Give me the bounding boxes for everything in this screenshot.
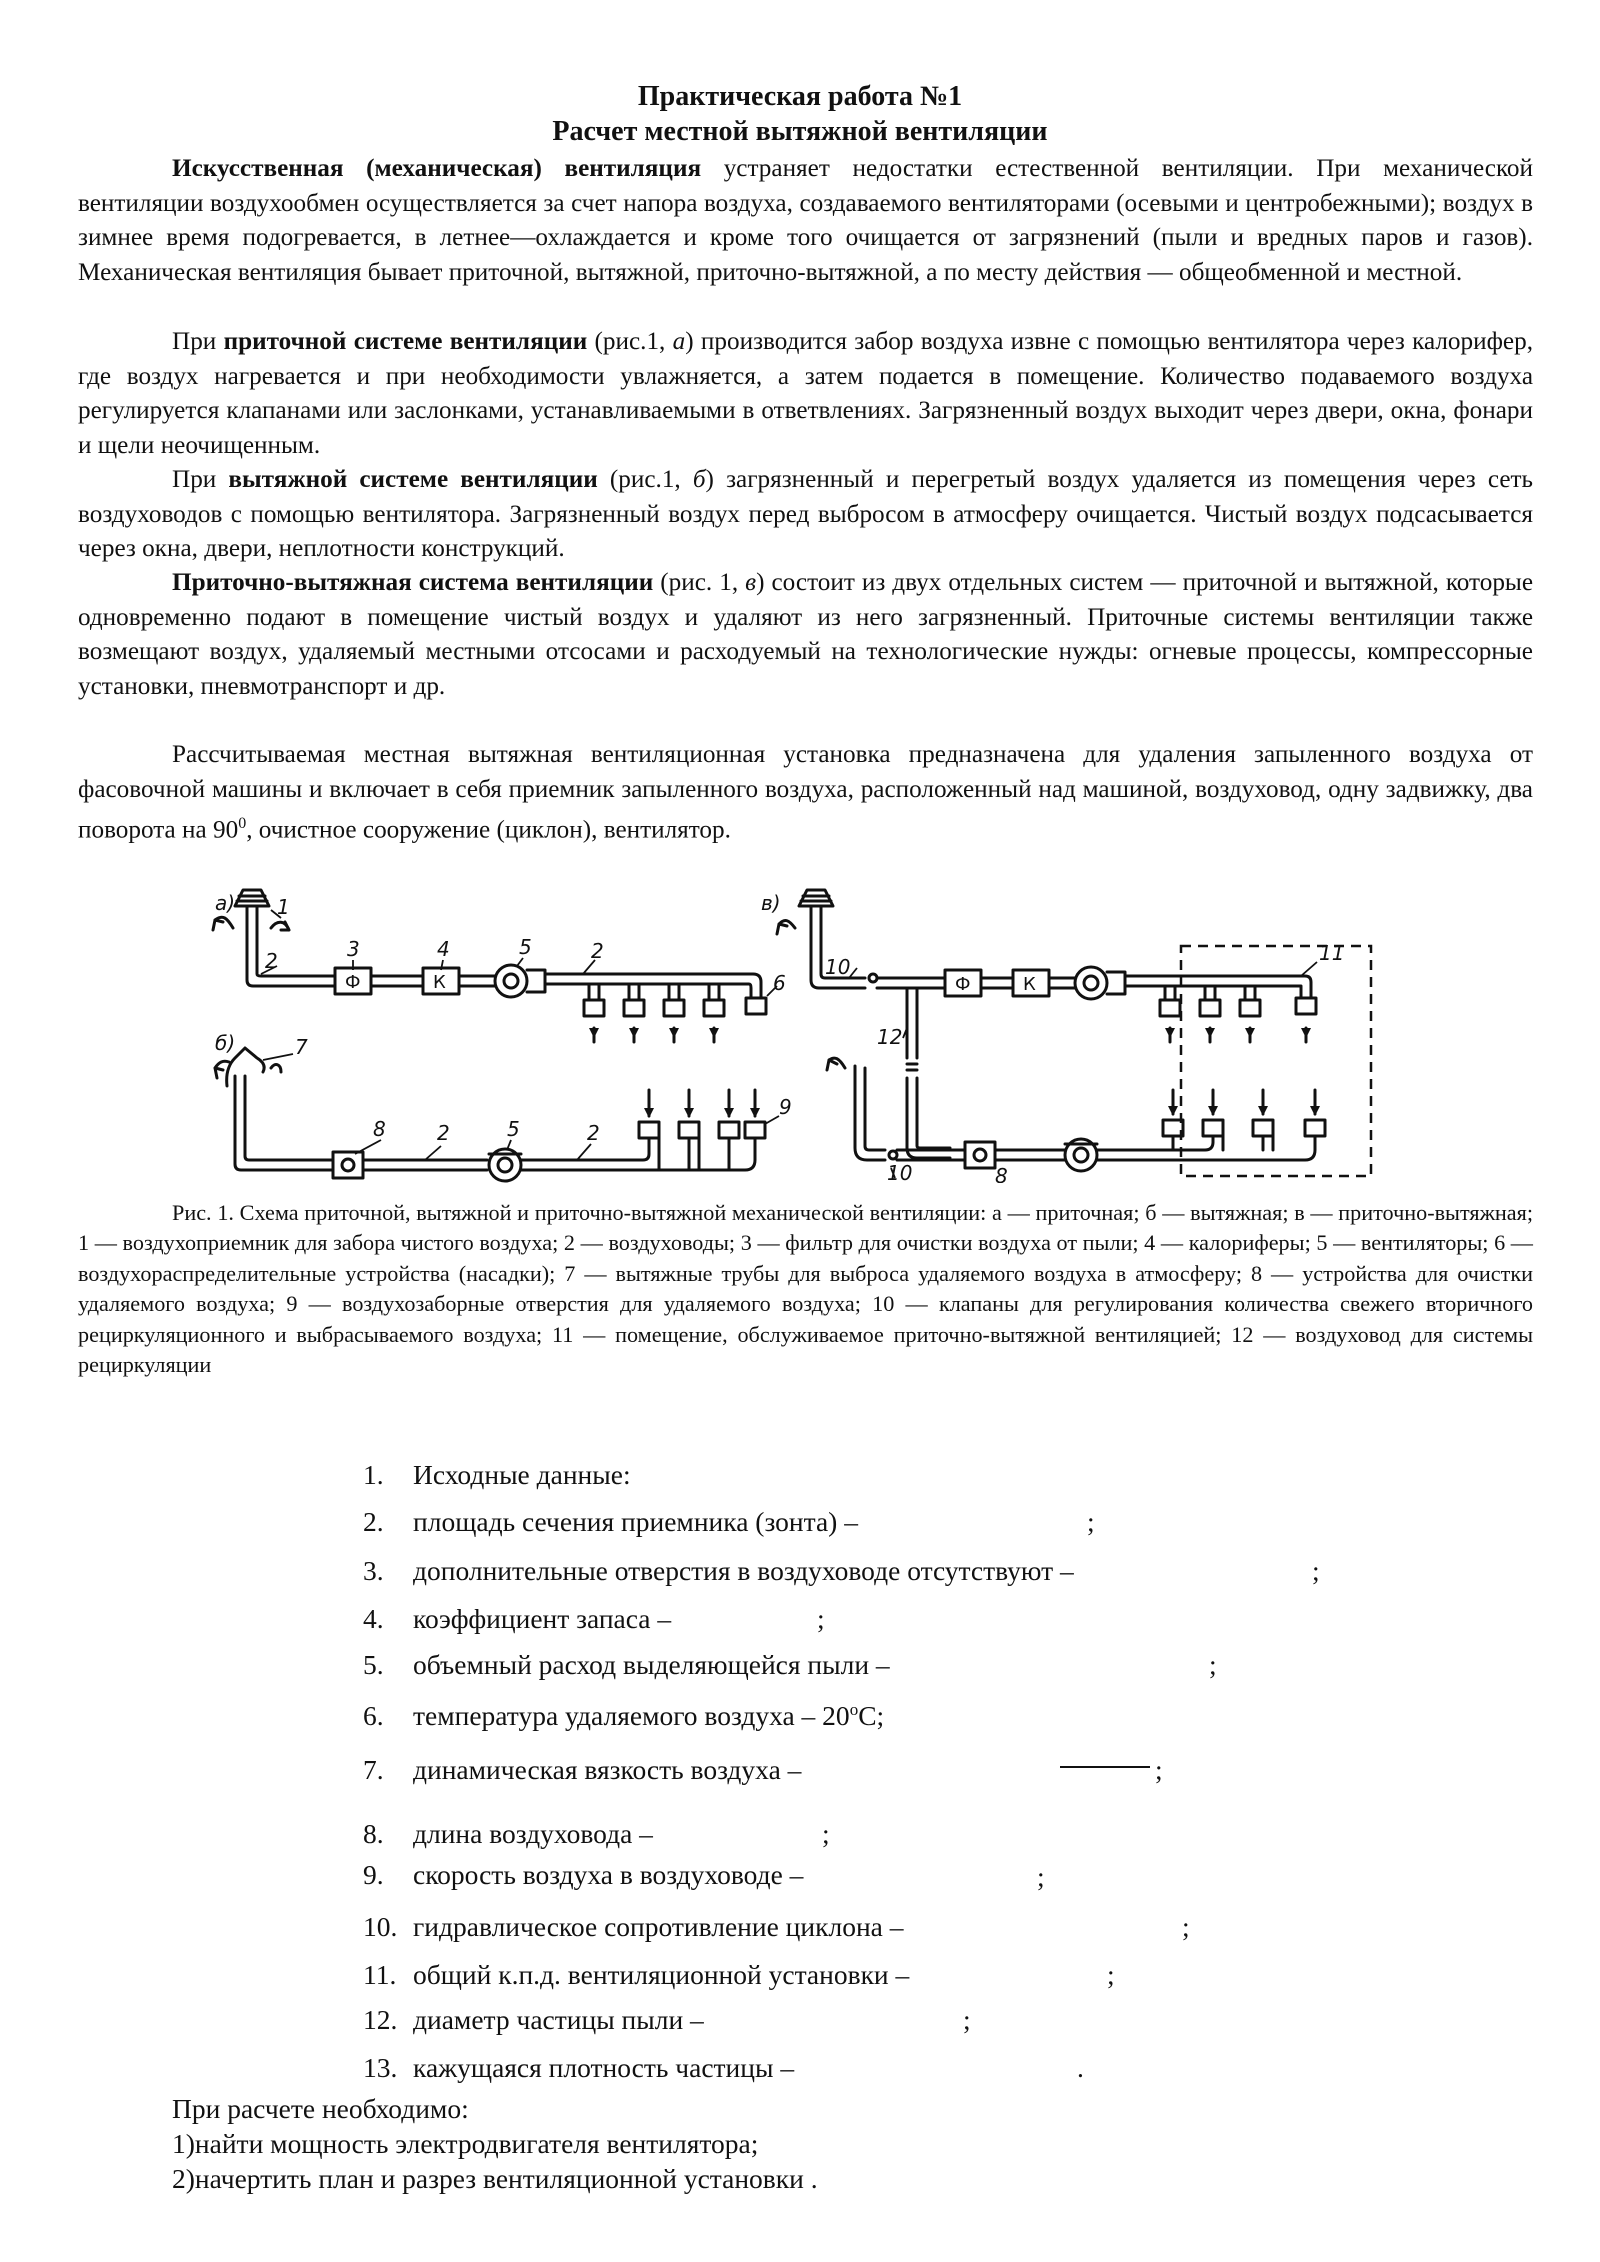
task-item-2 bbox=[172, 2162, 818, 2196]
list-item bbox=[363, 1858, 803, 1892]
label-1: 1 bbox=[277, 895, 290, 919]
label-8-b: 8 bbox=[373, 1117, 386, 1141]
label-heater-a: К bbox=[433, 972, 446, 993]
list-text: гидравлическое сопротивление циклона – bbox=[413, 1911, 904, 1942]
paragraph-text: При bbox=[172, 466, 229, 493]
label-2-a: 2 bbox=[265, 949, 278, 973]
paragraph-text: устраняет недостатки естественной вентиляции. При механической вентиляции воздухообмен осуществляется за счет напора воздуха, создаваемого вентиляторами (осевыми и центробежными); воздух в зимнее время подогревается, в летнее—охлаждается и кроме того очищается от загрязнений (пыли и вредных паров и газов). Механическая вентиляция бывает приточной, вытяжной, приточно-вытяжной, а по месту действия — общеобменной и местной. bbox=[78, 155, 1533, 286]
list-semicolon: ; bbox=[822, 1818, 830, 1849]
list-text: скорость воздуха в воздуховоде – bbox=[413, 1859, 804, 1890]
label-2-a-main: 2 bbox=[591, 939, 604, 963]
list-number: 7. bbox=[363, 1754, 384, 1785]
list-item bbox=[363, 1693, 884, 1733]
list-number: 3. bbox=[363, 1555, 384, 1586]
list-number: 8. bbox=[363, 1818, 384, 1849]
fan-v-supply bbox=[1075, 967, 1107, 999]
label-6: 6 bbox=[773, 971, 786, 995]
list-number: 9. bbox=[363, 1859, 384, 1890]
degree-sup: 0 bbox=[238, 815, 247, 833]
list-text: длина воздуховода – bbox=[413, 1818, 653, 1849]
paragraph-text: ) производится забор воздуха извне с помощью вентилятора через калорифер, где воздух нагревается и при необходимости увлажняется, а затем подается в помещение. Количество подаваемого воздуха регулируется клапанами или заслонками, устанавливаемыми в ответвлениях. Загрязненный воздух выходит через двери, окна, фонари и щели неочищенным. bbox=[78, 328, 1533, 459]
list-text: дополнительные отверстия в воздуховоде отсутствуют – bbox=[413, 1555, 1074, 1586]
figure-caption-text: Рис. 1. Схема приточной, вытяжной и приточно-вытяжной механической вентиляции: а — приточная; б — вытяжная; в — приточно-вытяжная; 1 — воздухоприемник для забора чистого воздуха; 2 — воздуховоды; 3 — фильтр для очистки воздуха от пыли; 4 — калориферы; 5 — вентиляторы; 6 — воздухораспределительные устройства (насадки); 7 — вытяжные трубы для выброса удаляемого воздуха в атмосферу; 8 — устройства для очистки удаляемого воздуха; 9 — воздухозаборные отверстия для удаляемого воздуха; 10 — клапаны для регулирования количества свежего вторичного рециркуляционного и выбрасываемого воздуха; 11 — помещение, обслуживаемое приточно-вытяжной вентиляцией; 12 — воздуховод для системы рециркуляции bbox=[78, 1200, 1533, 1378]
list-text: объемный расход выделяющейся пыли – bbox=[413, 1649, 890, 1680]
arrow-intake-left bbox=[213, 917, 233, 930]
list-number: 2. bbox=[363, 1506, 384, 1537]
recirculation-duct bbox=[907, 988, 950, 1158]
label-4: 4 bbox=[437, 937, 450, 961]
paragraph-supply-system bbox=[78, 325, 1533, 463]
task-number: 1) bbox=[172, 2128, 195, 2159]
list-item bbox=[363, 1817, 653, 1851]
list-number: 12. bbox=[363, 2004, 398, 2035]
page-subtitle: Расчет местной вытяжной вентиляции bbox=[552, 116, 1048, 147]
label-5-a: 5 bbox=[519, 935, 532, 959]
list-text: коэффициент запаса – bbox=[413, 1603, 672, 1634]
label-filter-a: Ф bbox=[345, 972, 361, 993]
list-text: диаметр частицы пыли – bbox=[413, 2004, 704, 2035]
label-a: а) bbox=[215, 891, 236, 915]
fraction-bar bbox=[1060, 1766, 1150, 1768]
label-11: 11 bbox=[1319, 941, 1345, 965]
label-3: 3 bbox=[347, 937, 360, 961]
list-number: 11. bbox=[363, 1959, 397, 1990]
list-semicolon: ; bbox=[1312, 1555, 1320, 1586]
list-item bbox=[363, 1753, 801, 1787]
figure-ref: в bbox=[745, 569, 757, 596]
task-number: 2) bbox=[172, 2163, 195, 2194]
list-semicolon: ; bbox=[1209, 1649, 1217, 1680]
term-mechanical-ventilation: Искусственная (механическая) вентиляция bbox=[172, 155, 702, 182]
label-2-b: 2 bbox=[437, 1121, 450, 1145]
figure-ref: б bbox=[692, 466, 706, 493]
list-semicolon: ; bbox=[1037, 1861, 1045, 1892]
label-2-b-main: 2 bbox=[587, 1121, 600, 1145]
air-intake-hood-a bbox=[235, 890, 269, 933]
list-item bbox=[363, 1458, 631, 1492]
list-item bbox=[363, 1648, 890, 1682]
list-period: . bbox=[1077, 2052, 1084, 2083]
paragraph-text: ) состоит из двух отдельных систем — приточной и вытяжной, которые одновременно подают в помещение чистый воздух и удаляют из него загрязненный. Приточные системы вентиляции также возмещают воздух, удаляемый местными отсосами и расходуемый на технологические нужды: огневые процессы, компрессорные установки, пневмотранспорт и др. bbox=[78, 569, 1534, 700]
list-text: кажущаяся плотность частицы – bbox=[413, 2052, 795, 2083]
figure-caption bbox=[78, 1198, 1533, 1380]
term-supply-system: приточной системе вентиляции bbox=[223, 328, 588, 355]
list-number: 10. bbox=[363, 1911, 398, 1942]
term-supply-exhaust-system: Приточно-вытяжная система вентиляции bbox=[172, 569, 654, 596]
paragraph-text: (рис.1, bbox=[597, 466, 693, 493]
label-8-v: 8 bbox=[995, 1164, 1008, 1183]
label-5-b: 5 bbox=[507, 1117, 520, 1141]
duct-a-top bbox=[247, 933, 335, 986]
paragraph-text: При bbox=[172, 328, 224, 355]
task-text: начертить план и разрез вентиляционной установки . bbox=[194, 2163, 818, 2194]
label-heater-v: К bbox=[1023, 974, 1036, 995]
list-item bbox=[363, 2051, 794, 2085]
list-number: 6. bbox=[363, 1700, 384, 1732]
paragraph-text: , очистное сооружение (циклон), вентилятор. bbox=[246, 816, 731, 844]
paragraph-exhaust-system bbox=[78, 463, 1533, 567]
list-item bbox=[363, 1910, 904, 1944]
label-filter-v: Ф bbox=[955, 974, 971, 995]
list-text: площадь сечения приемника (зонта) – bbox=[413, 1506, 858, 1537]
cleaning-device-v bbox=[965, 1142, 995, 1168]
ventilation-schematic-figure bbox=[205, 878, 1380, 1183]
list-semicolon: ; bbox=[963, 2004, 971, 2035]
fan-a bbox=[495, 965, 527, 997]
duct-b bbox=[235, 1076, 333, 1170]
label-10-bottom: 10 bbox=[887, 1161, 913, 1183]
list-number: 1. bbox=[363, 1459, 384, 1490]
task-intro: При расчете необходимо: bbox=[172, 2093, 469, 2124]
label-10-top: 10 bbox=[825, 955, 851, 979]
paragraph-text: (рис.1, bbox=[587, 328, 673, 355]
list-item bbox=[363, 1505, 858, 1539]
task-text: найти мощность электродвигателя вентилятора; bbox=[194, 2128, 759, 2159]
list-number: 4. bbox=[363, 1603, 384, 1634]
degree-sup: о bbox=[849, 1700, 859, 1719]
figure-ref: а bbox=[672, 328, 686, 355]
label-b: б) bbox=[215, 1031, 236, 1055]
list-text: общий к.п.д. вентиляционной установки – bbox=[413, 1959, 910, 1990]
list-text: С; bbox=[858, 1700, 885, 1732]
paragraph-text: (рис. 1, bbox=[653, 569, 746, 596]
duct-a-main bbox=[545, 974, 761, 998]
label-12: 12 bbox=[877, 1025, 903, 1049]
list-item bbox=[363, 2003, 704, 2037]
paragraph-supply-exhaust-system bbox=[78, 566, 1533, 704]
list-text: Исходные данные: bbox=[413, 1459, 631, 1490]
air-intake-hood-v bbox=[799, 890, 833, 933]
paragraph-task-description bbox=[78, 738, 1533, 848]
list-item bbox=[363, 1602, 671, 1636]
serviced-room-boundary bbox=[1181, 946, 1371, 1176]
list-semicolon: ; bbox=[817, 1603, 825, 1634]
term-exhaust-system: вытяжной системе вентиляции bbox=[228, 466, 598, 493]
cleaning-device-b bbox=[333, 1152, 363, 1178]
label-9: 9 bbox=[779, 1095, 792, 1119]
list-semicolon: ; bbox=[1107, 1959, 1115, 1990]
list-text: динамическая вязкость воздуха – bbox=[413, 1754, 802, 1785]
list-semicolon: ; bbox=[1087, 1506, 1095, 1537]
list-item bbox=[363, 1554, 1074, 1588]
label-v: в) bbox=[761, 891, 781, 915]
page-title: Практическая работа №1 bbox=[637, 81, 963, 112]
list-item bbox=[363, 1958, 909, 1992]
label-7: 7 bbox=[295, 1035, 308, 1059]
list-semicolon: ; bbox=[1182, 1911, 1190, 1942]
list-number: 13. bbox=[363, 2052, 398, 2083]
list-text: температура удаляемого воздуха – 20 bbox=[413, 1700, 850, 1732]
paragraph-text: Рассчитываемая местная вытяжная вентиляционная установка предназначена для удаления запыленного воздуха от фасовочной машины и включает в себя приемник запыленного воздуха, расположенный над машиной, воздуховод, одну задвижку, два поворота на 90 bbox=[78, 741, 1533, 844]
list-semicolon: ; bbox=[1155, 1754, 1163, 1785]
list-number: 5. bbox=[363, 1649, 384, 1680]
paragraph-text: ) загрязненный и перегретый воздух удаляется из помещения через сеть воздуховодов с помощью вентилятора. Загрязненный воздух перед выбросом в атмосферу очищается. Чистый воздух подсасывается через окна, двери, неплотности конструкций. bbox=[78, 466, 1533, 563]
arrow-intake-right bbox=[271, 922, 289, 930]
paragraph-mechanical-ventilation bbox=[78, 152, 1533, 290]
task-item-1 bbox=[172, 2127, 758, 2161]
